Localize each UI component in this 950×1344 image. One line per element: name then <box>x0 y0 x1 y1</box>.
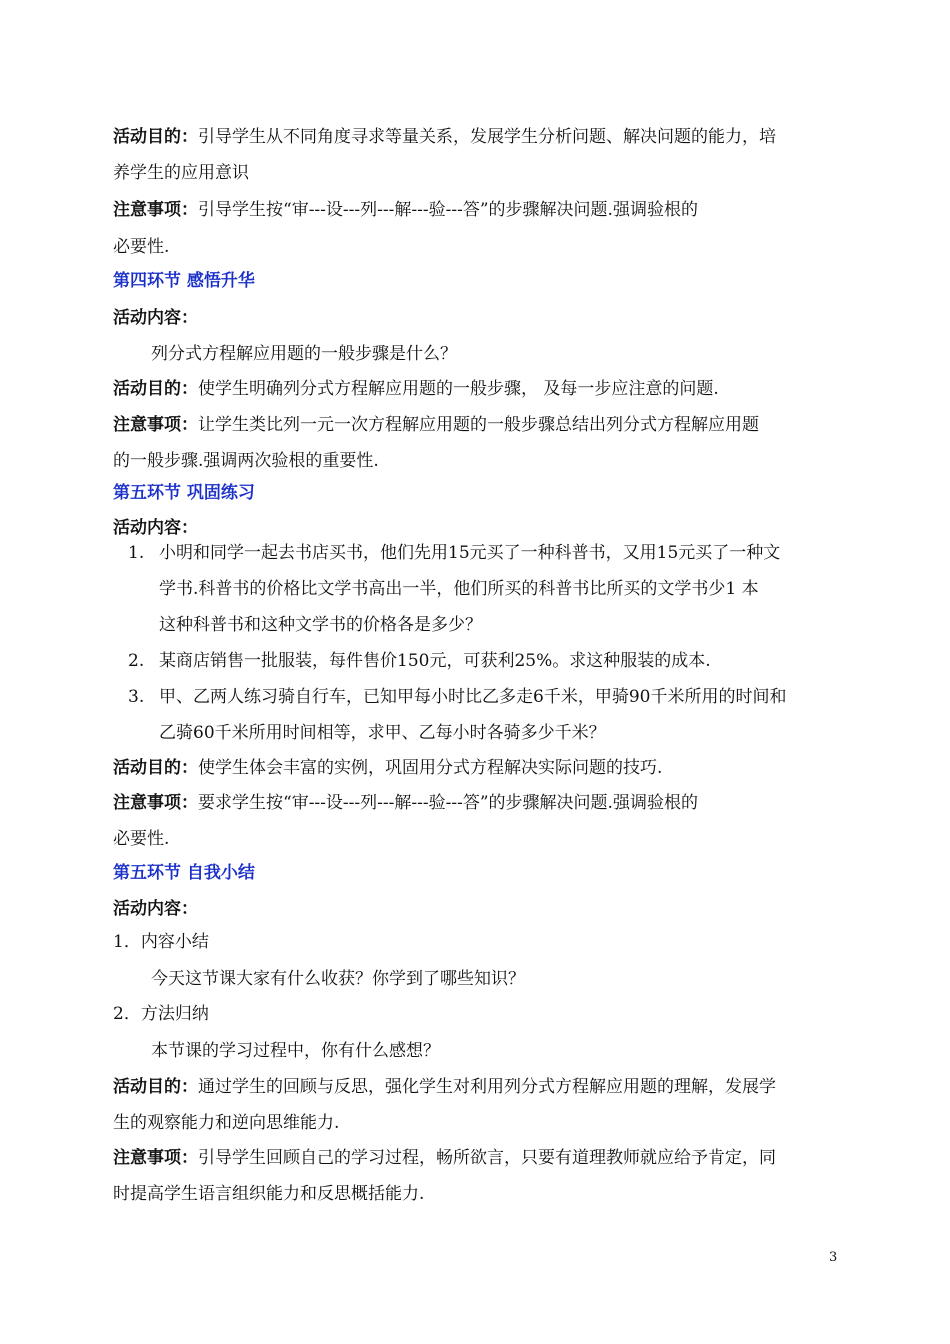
note-line <box>113 792 698 814</box>
question-line: 列分式方程解应用题的一般步骤是什么？ <box>151 344 457 364</box>
section-heading: 第五环节 巩固练习 <box>113 483 255 503</box>
subsection-title: 1．内容小结 <box>113 932 209 952</box>
content-label: 活动内容： <box>113 518 198 538</box>
list-item-line: 甲、乙两人练习骑自行车，已知甲每小时比乙多走6千米，甲骑90千米所用的时间和 <box>159 687 787 707</box>
note-label: 注意事项： <box>113 200 198 220</box>
note-text: 让学生类比列一元一次方程解应用题的一般步骤总结出列分式方程解应用题 <box>198 415 759 435</box>
question-line: 今天这节课大家有什么收获？你学到了哪些知识？ <box>151 969 525 989</box>
purpose-label: 活动目的： <box>113 1077 198 1097</box>
purpose-text: 引导学生从不同角度寻求等量关系，发展学生分析问题、解决问题的能力，培 <box>198 127 776 147</box>
purpose-text: 通过学生的回顾与反思，强化学生对利用列分式方程解应用题的理解，发展学 <box>198 1077 776 1097</box>
purpose-label: 活动目的： <box>113 379 198 399</box>
list-item-line: 小明和同学一起去书店买书，他们先用15元买了一种科普书，又用15元买了一种文 <box>159 543 781 563</box>
purpose-label: 活动目的： <box>113 758 198 778</box>
body-line: 生的观察能力和逆向思维能力. <box>113 1113 340 1133</box>
body-line: 时提高学生语言组织能力和反思概括能力. <box>113 1184 425 1204</box>
body-text: 必要性. <box>113 237 170 257</box>
body-line <box>113 162 249 184</box>
section-heading: 第四环节 感悟升华 <box>113 271 255 291</box>
purpose-text: 使学生明确列分式方程解应用题的一般步骤， 及每一步应注意的问题. <box>198 379 719 399</box>
section-heading: 第五环节 自我小结 <box>113 863 255 883</box>
list-number: 3. <box>128 687 145 707</box>
list-item-line: 乙骑60千米所用时间相等，求甲、乙每小时各骑多少千米？ <box>159 723 606 743</box>
content-label: 活动内容： <box>113 899 198 919</box>
body-line: 必要性. <box>113 829 170 849</box>
purpose-text: 使学生体会丰富的实例，巩固用分式方程解决实际问题的技巧. <box>198 758 663 778</box>
subsection-title: 2．方法归纳 <box>113 1004 209 1024</box>
note-text: 要求学生按“审---设---列---解---验---答”的步骤解决问题.强调验根的 <box>198 793 698 813</box>
note-label: 注意事项： <box>113 1148 198 1168</box>
body-line: 的一般步骤.强调两次验根的重要性. <box>113 451 379 471</box>
note-text: 引导学生回顾自己的学习过程，畅所欲言，只要有道理教师就应给予肯定，同 <box>198 1148 776 1168</box>
purpose-line <box>113 378 719 400</box>
note-line <box>113 199 698 221</box>
list-item-line: 学书.科普书的价格比文学书高出一半，他们所买的科普书比所买的文学书少1 本 <box>159 579 759 599</box>
note-line <box>113 414 759 436</box>
note-label: 注意事项： <box>113 415 198 435</box>
note-text: 引导学生按“审---设---列---解---验---答”的步骤解决问题.强调验根的 <box>198 200 698 220</box>
purpose-line <box>113 1076 776 1098</box>
question-line: 本节课的学习过程中，你有什么感想？ <box>151 1041 440 1061</box>
list-number: 2. <box>128 651 145 671</box>
content-label: 活动内容： <box>113 308 198 328</box>
body-line <box>113 236 169 258</box>
list-item-line: 这种科普书和这种文学书的价格各是多少？ <box>159 615 482 635</box>
purpose-label: 活动目的： <box>113 127 198 147</box>
note-label: 注意事项： <box>113 793 198 813</box>
list-item-line: 某商店销售一批服装，每件售价150元，可获利25%。求这种服装的成本. <box>159 651 711 671</box>
purpose-line <box>113 126 776 148</box>
body-text: 养学生的应用意识 <box>113 163 249 183</box>
note-line <box>113 1147 776 1169</box>
page-number: 3 <box>829 1250 838 1265</box>
list-number: 1. <box>128 543 145 563</box>
purpose-line <box>113 757 662 779</box>
